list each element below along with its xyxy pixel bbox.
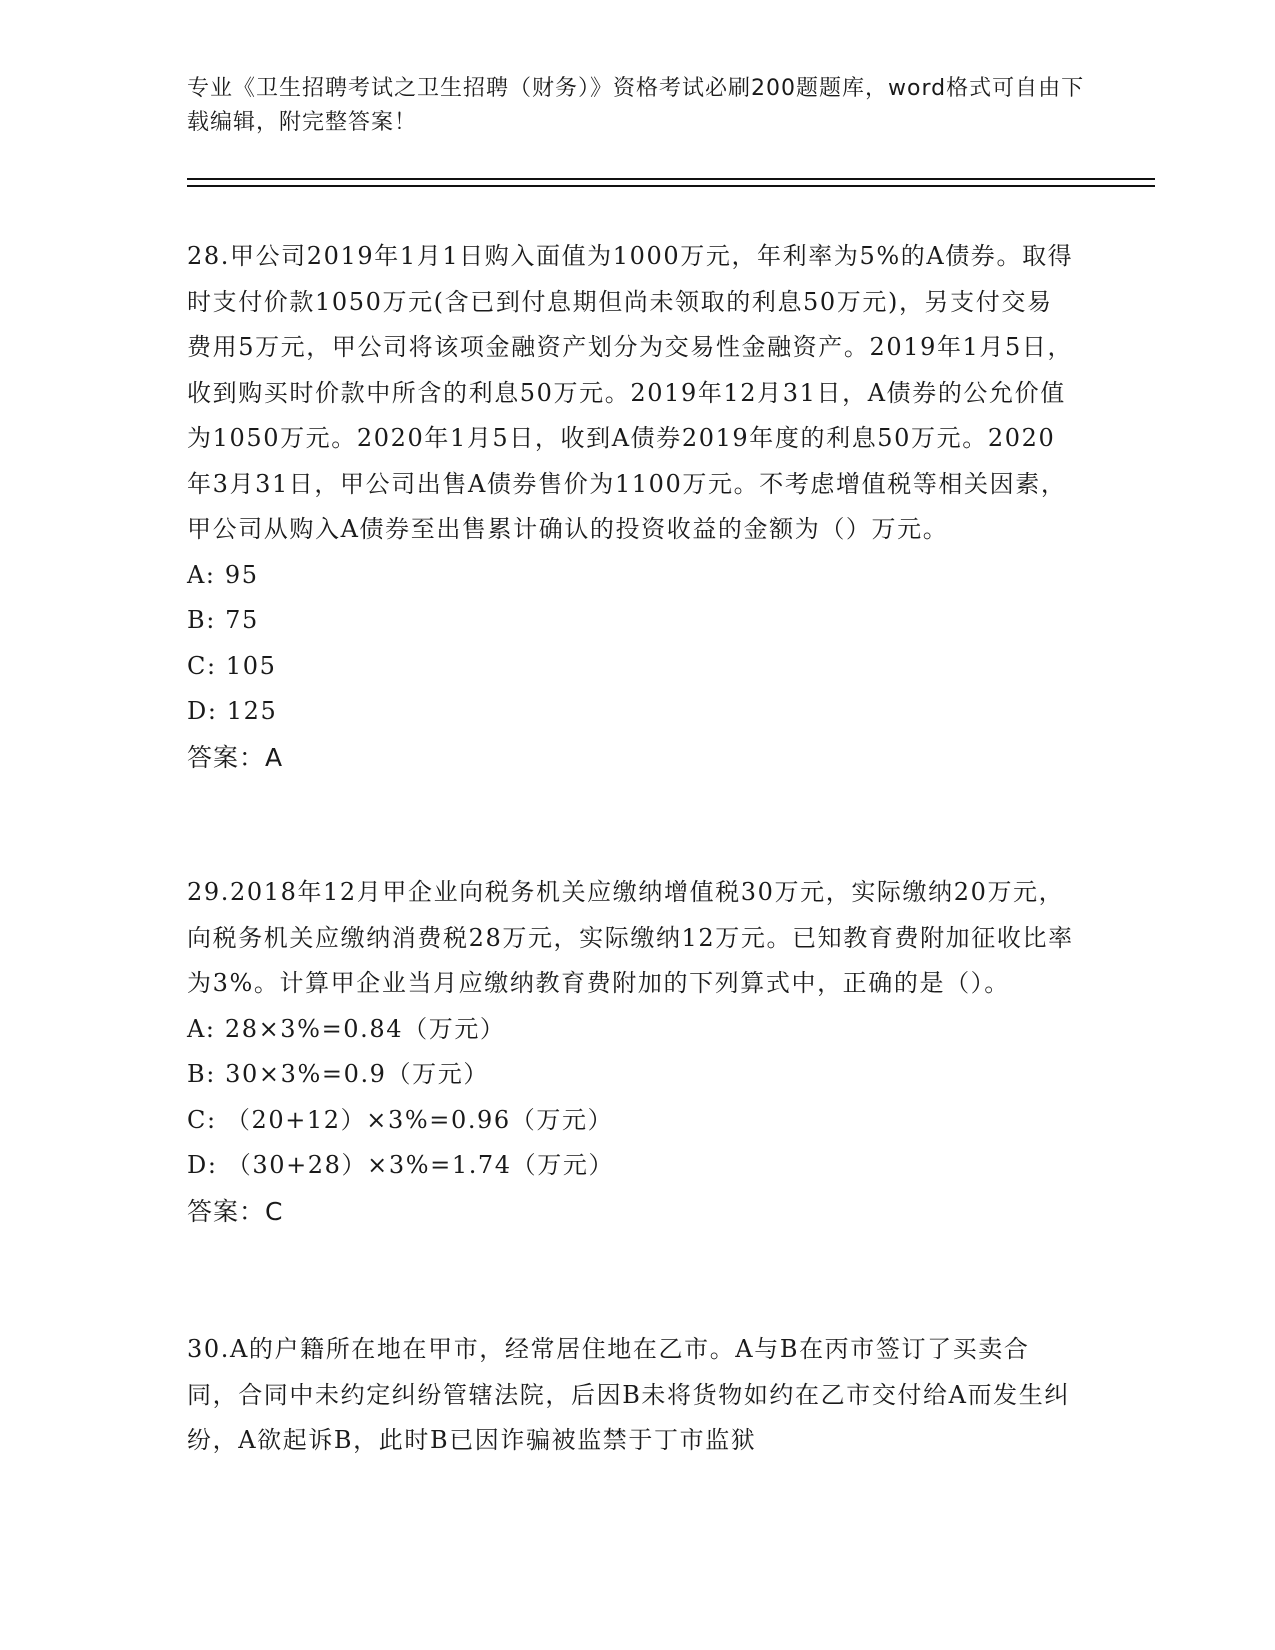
question-30 (187, 1327, 1077, 1464)
answer-label: 答案：A (187, 742, 284, 772)
option-b: B: 30×3%=0.9（万元） (187, 1060, 489, 1088)
option-d: D: 125 (187, 697, 278, 725)
question-text: 29.2018年12月甲企业向税务机关应缴纳增值税30万元，实际缴纳20万元，向税务机关应缴纳消费税28万元，实际缴纳12万元。已知教育费附加征收比率为3%。计算甲企业当月应缴纳教育费附加的下列算式中，正确的是（）。 (187, 878, 1074, 997)
question-text: 28.甲公司2019年1月1日购入面值为1000万元，年利率为5%的A债券。取得时支付价款1050万元(含已到付息期但尚未领取的利息50万元)，另支付交易费用5万元，甲公司将该项金融资产划分为交易性金融资产。2019年1月5日，收到购买时价款中所含的利息50万元。2019年12月31日，A债券的公允价值为1050万元。2020年1月5日，收到A债券2019年度的利息50万元。2020年3月31日，甲公司出售A债券售价为1100万元。不考虑增值税等相关因素，甲公司从购入A债券至出售累计确认的投资收益的金额为（）万元。 (187, 242, 1074, 543)
question-text: 30.A的户籍所在地在甲市，经常居住地在乙市。A与B在丙市签订了买卖合同，合同中未约定纠纷管辖法院，后因B未将货物如约在乙市交付给A而发生纠纷，A欲起诉B，此时B已因诈骗被监禁于丁市监狱 (187, 1335, 1070, 1454)
answer-label: 答案：C (187, 1196, 284, 1226)
option-a: A: 95 (187, 560, 259, 589)
question-28 (187, 234, 1077, 780)
option-d: D: （30+28）×3%=1.74（万元） (187, 1151, 615, 1179)
option-b: B: 75 (187, 606, 259, 634)
header-rule-bottom (187, 185, 1155, 187)
header-rule-top (187, 178, 1155, 180)
option-a: A: 28×3%=0.84（万元） (187, 1014, 506, 1043)
document-header: 专业《卫生招聘考试之卫生招聘（财务）》资格考试必刷200题题库，word格式可自由下载编辑，附完整答案！ (187, 76, 1085, 135)
option-c: C: （20+12）×3%=0.96（万元） (187, 1105, 614, 1134)
question-29 (187, 870, 1077, 1234)
option-c: C: 105 (187, 651, 277, 680)
